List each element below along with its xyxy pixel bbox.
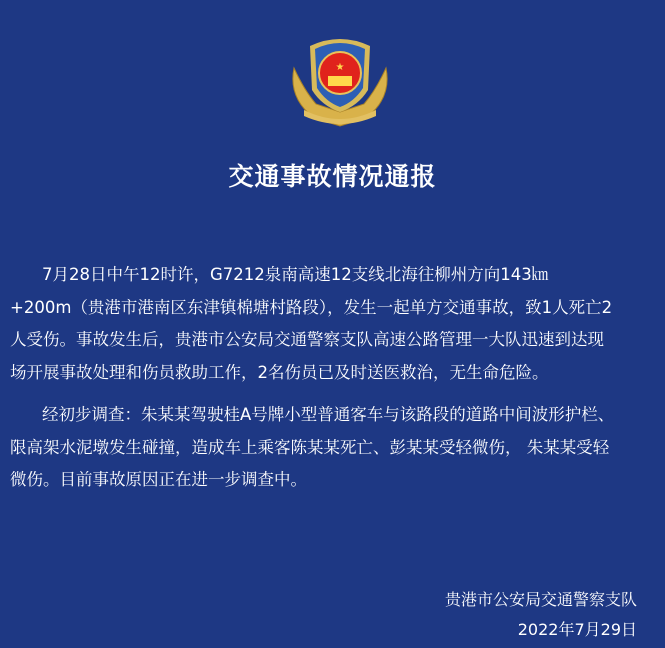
text-line: 限高架水泥墩发生碰撞，造成车上乘客陈某某死亡、彭某某受轻微伤， 朱某某受轻 — [10, 437, 610, 457]
signature-org: 贵港市公安局交通警察支队 — [444, 590, 637, 609]
text-line: +200m（贵港市港南区东津镇棉塘村路段），发生一起单方交通事故，致1人死亡2 — [10, 297, 613, 317]
text-line: 经初步调查：朱某某驾驶桂A号牌小型普通客车与该路段的道路中间波形护栏、 — [42, 405, 615, 424]
signature-date: 2022年7月29日 — [517, 620, 637, 639]
svg-text:★: ★ — [335, 62, 345, 73]
paragraph-1 — [10, 259, 660, 389]
police-emblem-icon — [284, 28, 396, 130]
text-line: 人受伤。事故发生后，贵港市公安局交通警察支队高速公路管理一大队迅速到达现 — [10, 330, 604, 349]
paragraph-2 — [10, 399, 660, 497]
text-line: 场开展事故处理和伤员救助工作，2名伤员已及时送医救治，无生命危险。 — [10, 362, 549, 382]
text-line: 7月28日中午12时许，G7212泉南高速12支线北海往柳州方向143㎞ — [42, 265, 549, 284]
text-line: 微伤。目前事故原因正在进一步调查中。 — [10, 470, 307, 489]
page-title: 交通事故情况通报 — [228, 162, 437, 191]
